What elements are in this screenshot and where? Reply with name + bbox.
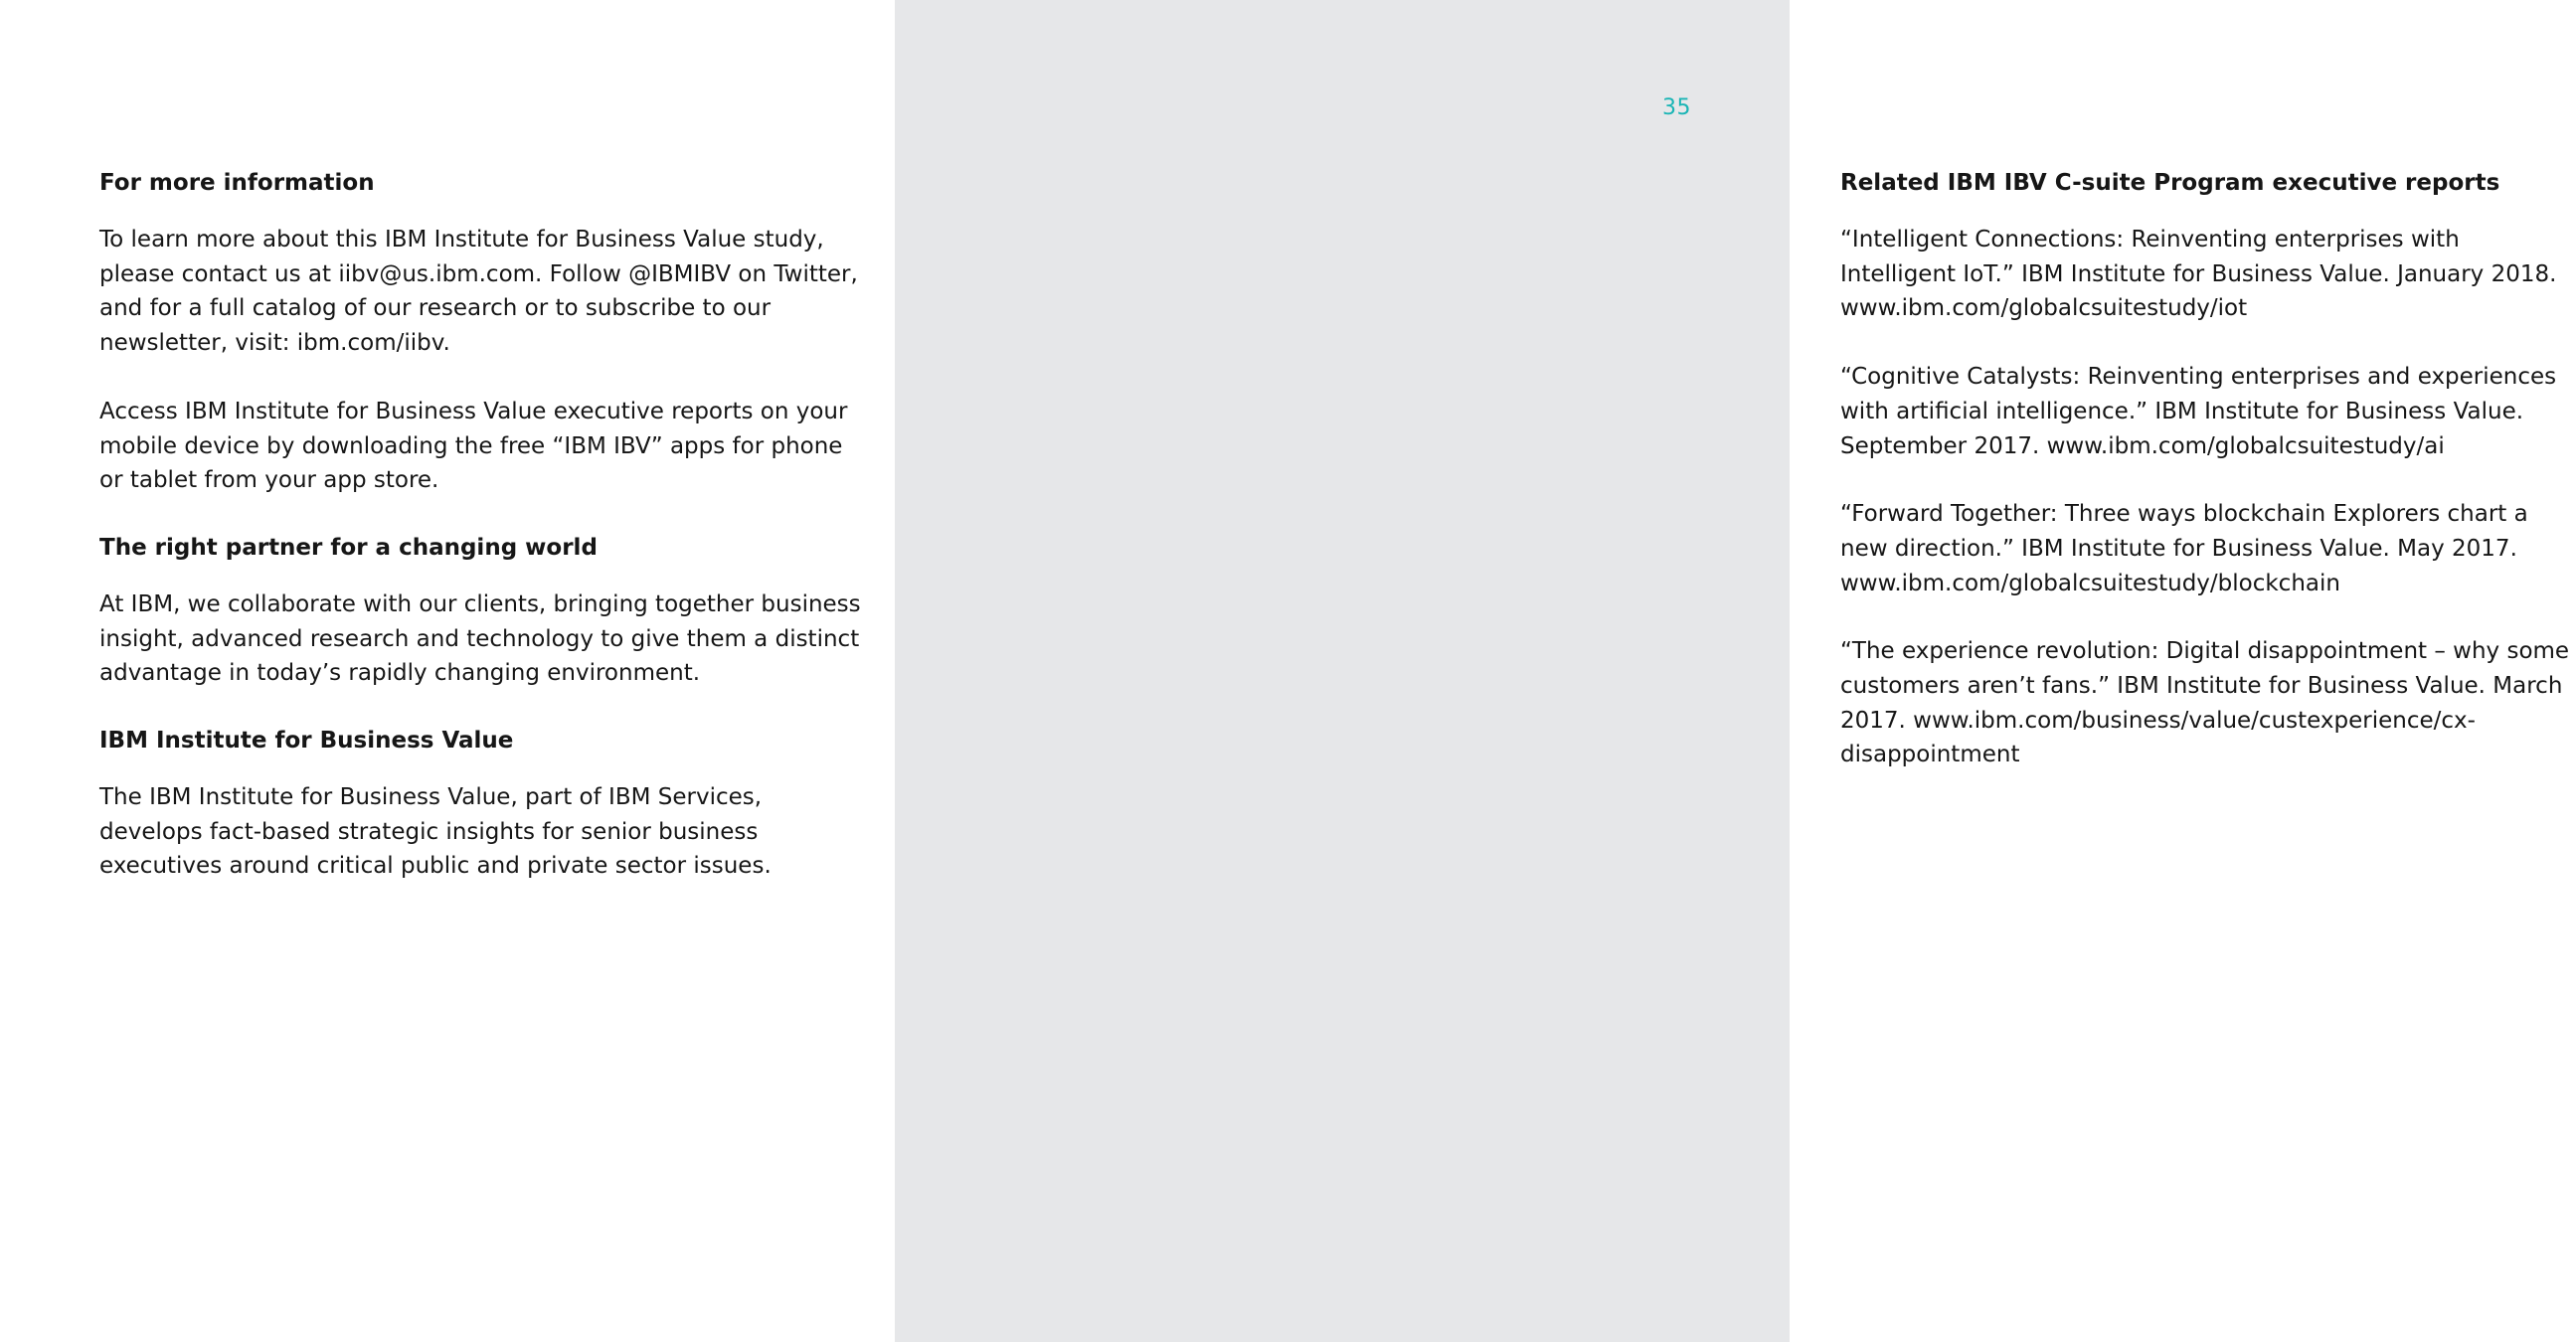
info-paragraph-contact: To learn more about this IBM Institute for Business Value study, please contact us at iibv@us.ibm.com. Follow @IBMIBV on Twitter, and for a full catalog of our research or to subscribe to our newsletter, visit: ibm.com/iibv.: [99, 227, 858, 357]
info-heading: For more information: [99, 170, 375, 196]
right-column: [1840, 167, 2576, 806]
report-reference: “The experience revolution: Digital disappointment – why some customers aren’t fans.” IBM Institute for Business Value. March 2017. www.ibm.com/business/value/custexperience/cx-disappointment: [1840, 638, 2570, 768]
info-paragraph-apps: Access IBM Institute for Business Value executive reports on your mobile device by downloading the free “IBM IBV” apps for phone or tablet from your app store.: [99, 398, 848, 494]
ibv-paragraph: The IBM Institute for Business Value, part of IBM Services, develops fact-based strategic insights for senior business executives around critical public and private sector issues.: [99, 784, 772, 880]
left-column: [99, 167, 865, 918]
ibv-heading: IBM Institute for Business Value: [99, 728, 514, 755]
partner-paragraph: At IBM, we collaborate with our clients, bringing together business insight, advanced research and technology to give them a distinct advantage in today’s rapidly changing environment.: [99, 590, 861, 687]
left-panel: [0, 0, 895, 1342]
report-reference: “Forward Together: Three ways blockchain Explorers chart a new direction.” IBM Institute for Business Value. May 2017. www.ibm.com/globalcsuitestudy/blockchain: [1840, 501, 2528, 596]
report-reference: “Intelligent Connections: Reinventing enterprises with Intelligent IoT.” IBM Institute for Business Value. January 2018. www.ibm.com/globalcsuitestudy/iot: [1840, 227, 2557, 322]
reports-heading: Related IBM IBV C-suite Program executive reports: [1840, 170, 2500, 196]
partner-heading: The right partner for a changing world: [99, 534, 598, 561]
right-panel: [895, 0, 2570, 1342]
report-reference: “Cognitive Catalysts: Reinventing enterprises and experiences with artificial intelligence.” IBM Institute for Business Value. September 2017. www.ibm.com/globalcsuitestudy/ai: [1840, 364, 2557, 459]
page-number: 35: [1662, 95, 1691, 120]
